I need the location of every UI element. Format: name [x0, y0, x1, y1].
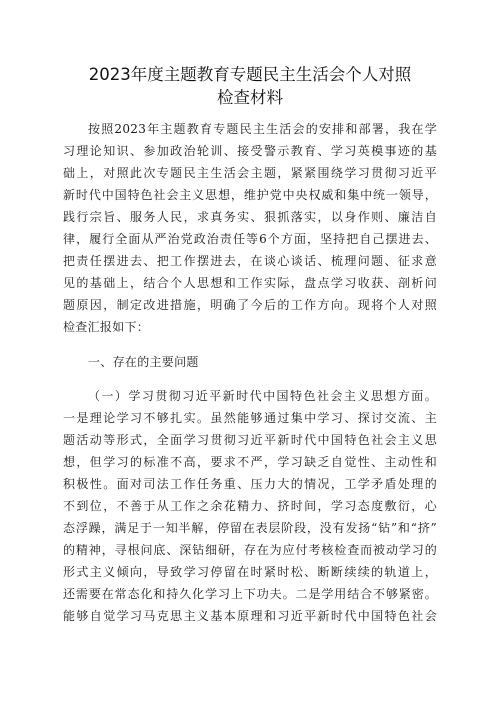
paragraph-line: 能够自觉学习马克思主义基本原理和习近平新时代中国特色社会 — [63, 609, 437, 623]
section-heading: 一、存在的主要问题 — [88, 355, 199, 369]
paragraph-line: 践行宗旨、服务人民，求真务实、狠抓落实，以身作则、廉洁自 — [63, 210, 437, 224]
paragraph-line: 形式主义倾向，导致学习停留在时紧时松、断断续续的轨道上， — [63, 565, 437, 579]
document-title-line-2: 检查材料 — [217, 88, 283, 107]
paragraph-line: 不到位，不善于从工作之余花精力、挤时间，学习态度敷衍，心 — [63, 499, 437, 513]
paragraph-line: 态浮躁，满足于一知半解，停留在表层阶段，没有发扬“钻”和“挤” — [63, 521, 437, 535]
paragraph-line: 检查汇报如下： — [63, 320, 150, 334]
paragraph-line: 积极性。面对司法工作任务重、压力大的情况，工学矛盾处理的 — [63, 477, 437, 491]
paragraph-line: 的精神，寻根问底、深钻细研，存在为应付考核检查而被动学习的 — [63, 543, 437, 557]
paragraph-line: 题原因，制定改进措施，明确了今后的工作方向。现将个人对照 — [63, 298, 437, 312]
paragraph-line: 见的基础上，结合个人思想和工作实际，盘点学习收获、剖析问 — [63, 276, 437, 290]
paragraph-line: 习理论知识、参加政治轮训、接受警示教育、学习英模事迹的基 — [63, 144, 437, 158]
paragraph-line: 一是理论学习不够扎实。虽然能够通过集中学习、探讨交流、主 — [63, 411, 437, 425]
document-title-line-1: 2023年度主题教育专题民主生活会个人对照 — [88, 65, 412, 84]
paragraph-line: 律，履行全面从严治党政治责任等6个方面，坚持把自己摆进去、 — [63, 232, 437, 246]
paragraph-line: 题活动等形式，全面学习贯彻习近平新时代中国特色社会主义思 — [63, 433, 437, 447]
paragraph-line: 还需要在常态化和持久化学习上下功夫。二是学用结合不够紧密。 — [63, 587, 437, 601]
subsection-heading: （一）学习贯彻习近平新时代中国特色社会主义思想方面。 — [88, 389, 437, 403]
paragraph-line: 按照2023年主题教育专题民主生活会的安排和部署，我在学 — [88, 122, 437, 136]
paragraph-line: 础上，对照此次专题民主生活会主题，紧紧围绕学习贯彻习近平 — [63, 166, 437, 180]
paragraph-line: 想，但学习的标准不高，要求不严，学习缺乏自觉性、主动性和 — [63, 455, 437, 469]
paragraph-line: 新时代中国特色社会主义思想，维护党中央权威和集中统一领导， — [63, 188, 437, 202]
paragraph-line: 把责任摆进去、把工作摆进去，在谈心谈话、梳理问题、征求意 — [63, 254, 437, 268]
